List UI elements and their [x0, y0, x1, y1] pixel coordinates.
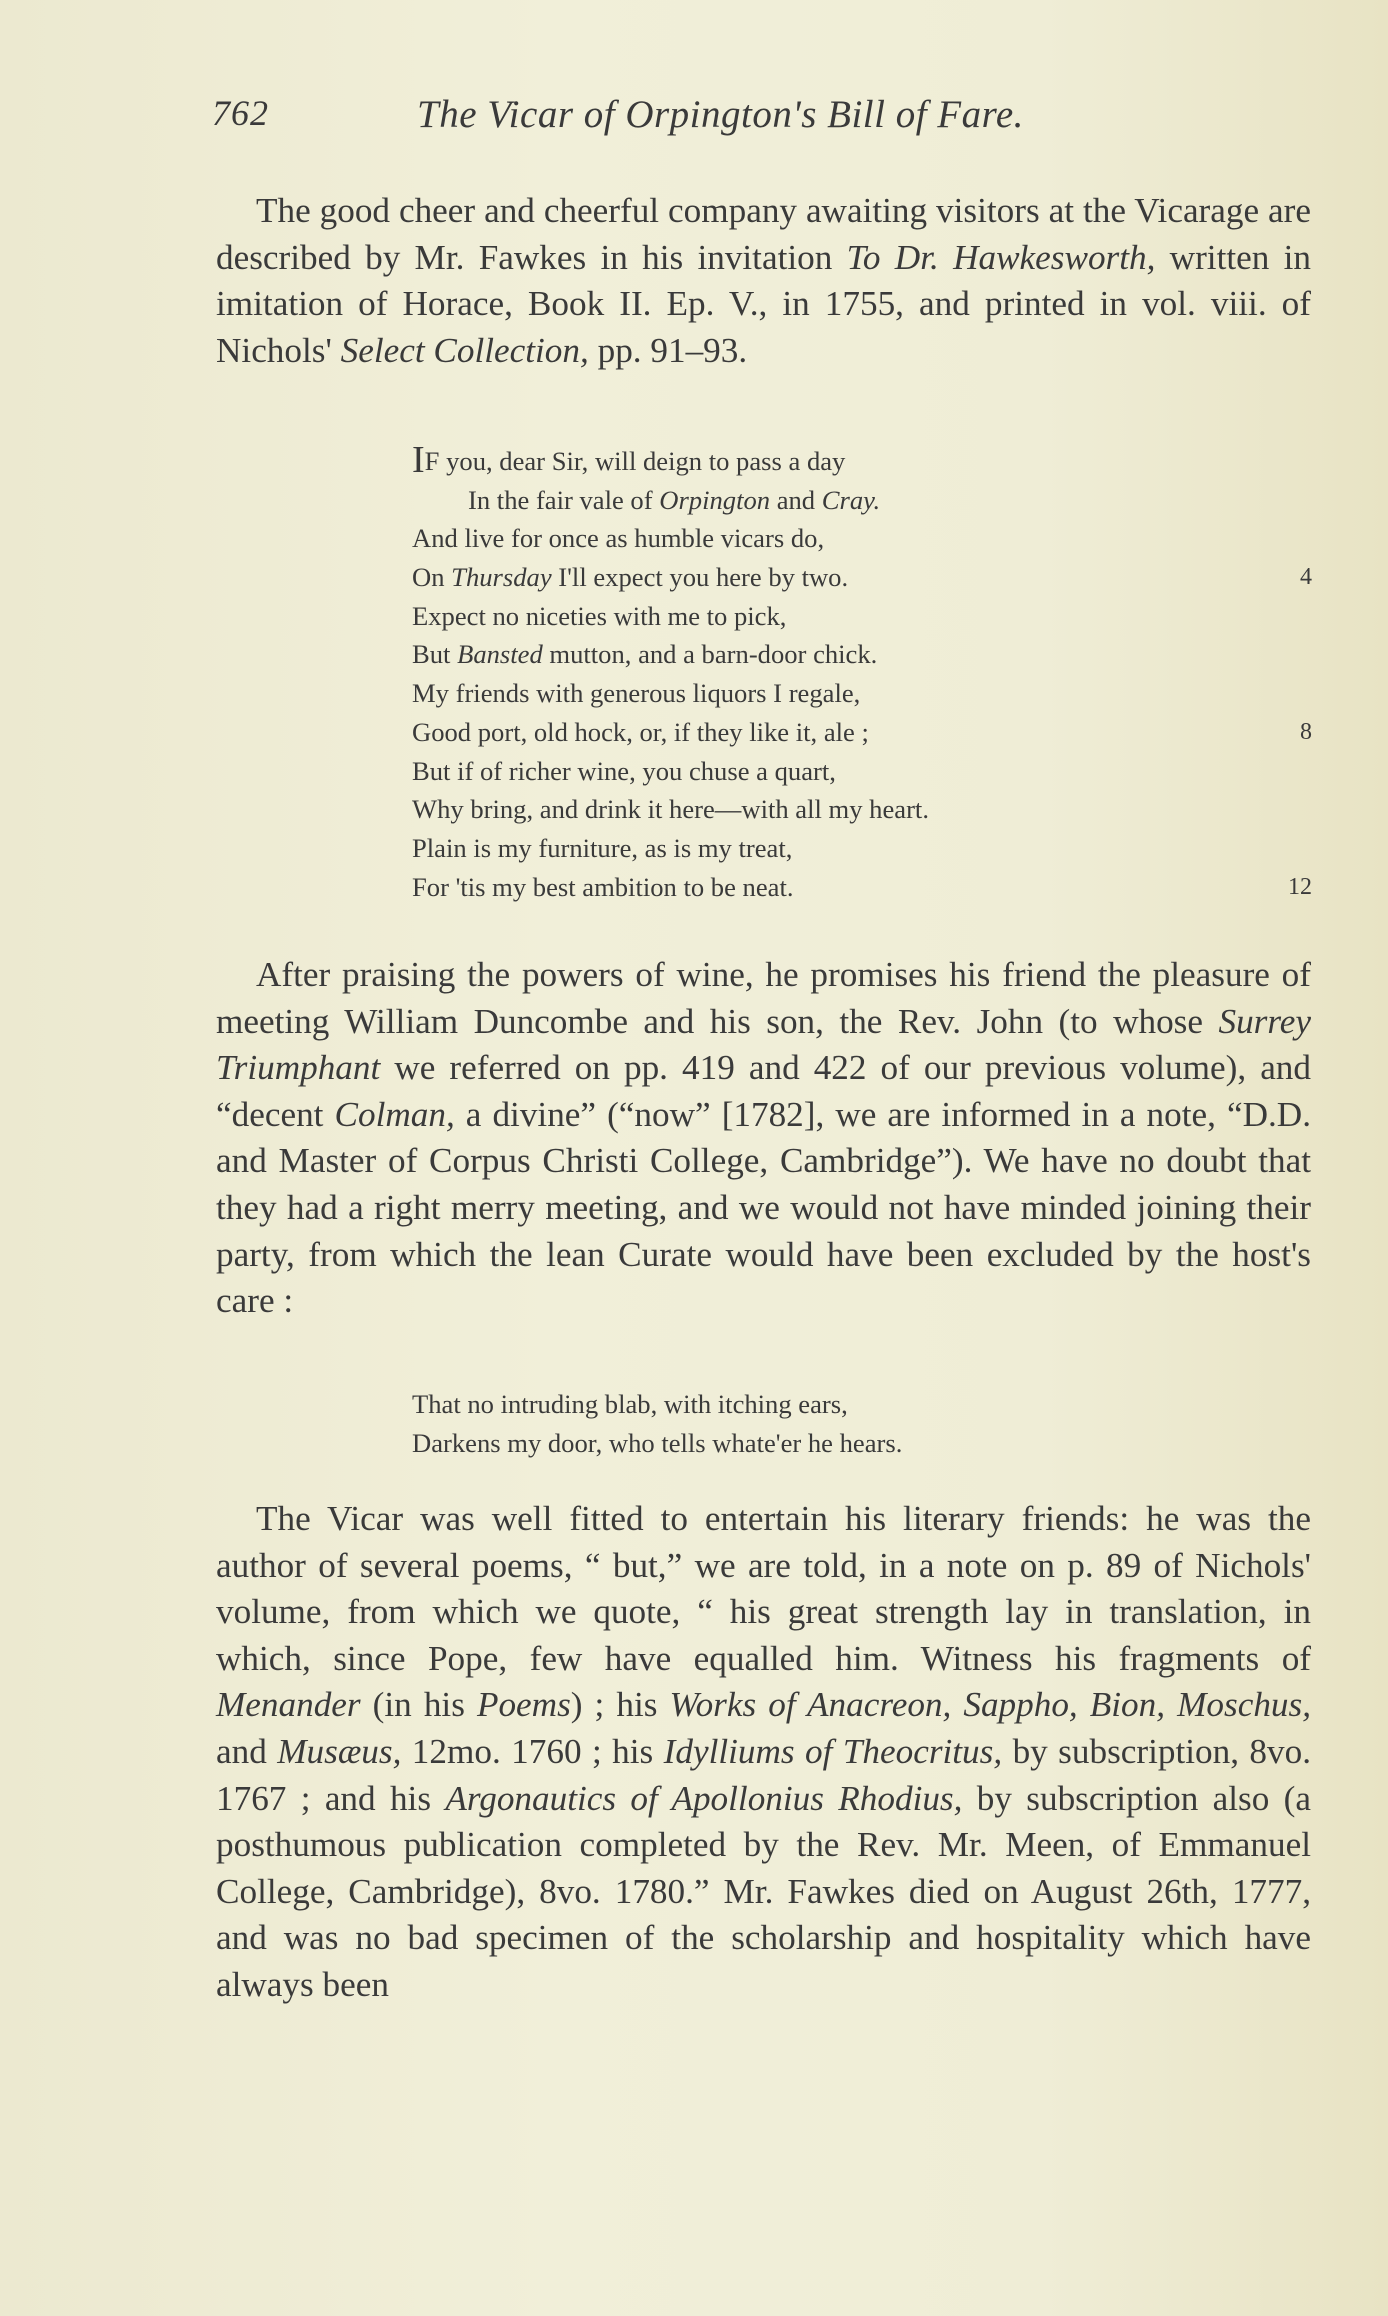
line-number: 12	[1288, 873, 1312, 900]
poem-line: And live for once as humble vicars do,	[412, 523, 825, 554]
page-header	[212, 92, 1312, 142]
poem-line: IF you, dear Sir, will deign to pass a day	[412, 439, 846, 481]
paragraph-invitation	[216, 188, 1311, 374]
poem-line: My friends with generous liquors I regale,	[412, 678, 861, 709]
poem-line: That no intruding blab, with itching ears,	[412, 1389, 848, 1419]
poem-line: Why bring, and drink it here—with all my heart.	[412, 794, 929, 825]
paragraph-company: After praising the powers of wine, he promises his friend the pleasure of meeting William Duncombe and his son, the Rev. John (to whose Surrey Triumphant we referred on pp. 419 and 422 of our previous volume), and “decent Colman, a divine” (“now” [1782], we are informed in a note, “D.D. and Master of Corpus Christi College, Cambridge”). We have no doubt that they had a right merry meeting, and we would not have minded joining their party, from which the lean Curate would have been excluded by the host's care :	[216, 955, 1312, 1321]
poem-line: Good port, old hock, or, if they like it, ale ; 8	[412, 713, 1312, 752]
drop-capital: I	[412, 439, 425, 481]
poem-line: Darkens my door, who tells whate'er he hears.	[412, 1427, 903, 1458]
line-number: 4	[1300, 564, 1312, 591]
poem-excerpt	[412, 439, 1312, 906]
poem-line: On Thursday I'll expect you here by two. 4	[412, 558, 1312, 597]
poem-line: But if of richer wine, you chuse a quart,	[412, 755, 836, 786]
running-title: The Vicar of Orpington's Bill of Fare.	[417, 93, 1024, 136]
paragraph-vicar: The Vicar was well fitted to entertain his literary friends: he was the author of several poems, “ but,” we are told, in a note on p. 89 of Nichols' volume, from which we quote, “ his great strength lay in translation, in which, since Pope, few have equalled him. Witness his fragments of Menander (in his Poems) ; his Works of Anacreon, Sappho, Bion, Moschus, and Musæus, 12mo. 1760 ; his Idylliums of Theocritus, by subscription, 8vo. 1767 ; and his Argonautics of Apollonius Rhodius, by subscription also (a posthumous publication completed by the Rev. Mr. Meen, of Emmanuel College, Cambridge), 8vo. 1780.” Mr. Fawkes died on August 26th, 1777, and was no bad specimen of the scholarship and hospitality which have always been	[216, 1499, 1311, 2004]
text-run: pp. 91–93.	[588, 330, 748, 370]
poem-line: But Bansted mutton, and a barn-door chick.	[412, 639, 878, 670]
couplet-quote	[412, 1385, 1312, 1462]
page-number: 762	[212, 93, 269, 133]
line-number: 8	[1300, 718, 1312, 745]
poem-line: In the fair vale of Orpington and Cray.	[468, 484, 881, 515]
poem-line: Plain is my furniture, as is my treat,	[412, 832, 793, 863]
text-run: written in imitation of Horace, Book II. Ep. V., in 1755, and printed in vol. viii. of Nichols'	[216, 237, 1311, 370]
text-run: The good cheer and cheerful company awaiting visitors at the Vicarage are described by Mr. Fawkes in his invitation	[216, 191, 1311, 277]
italic-title: To Dr. Hawkesworth,	[846, 237, 1156, 277]
poem-line: Expect no niceties with me to pick,	[412, 600, 787, 631]
italic-title: Select Collection,	[340, 330, 589, 370]
poem-line: For 'tis my best ambition to be neat. 12	[412, 868, 1312, 907]
